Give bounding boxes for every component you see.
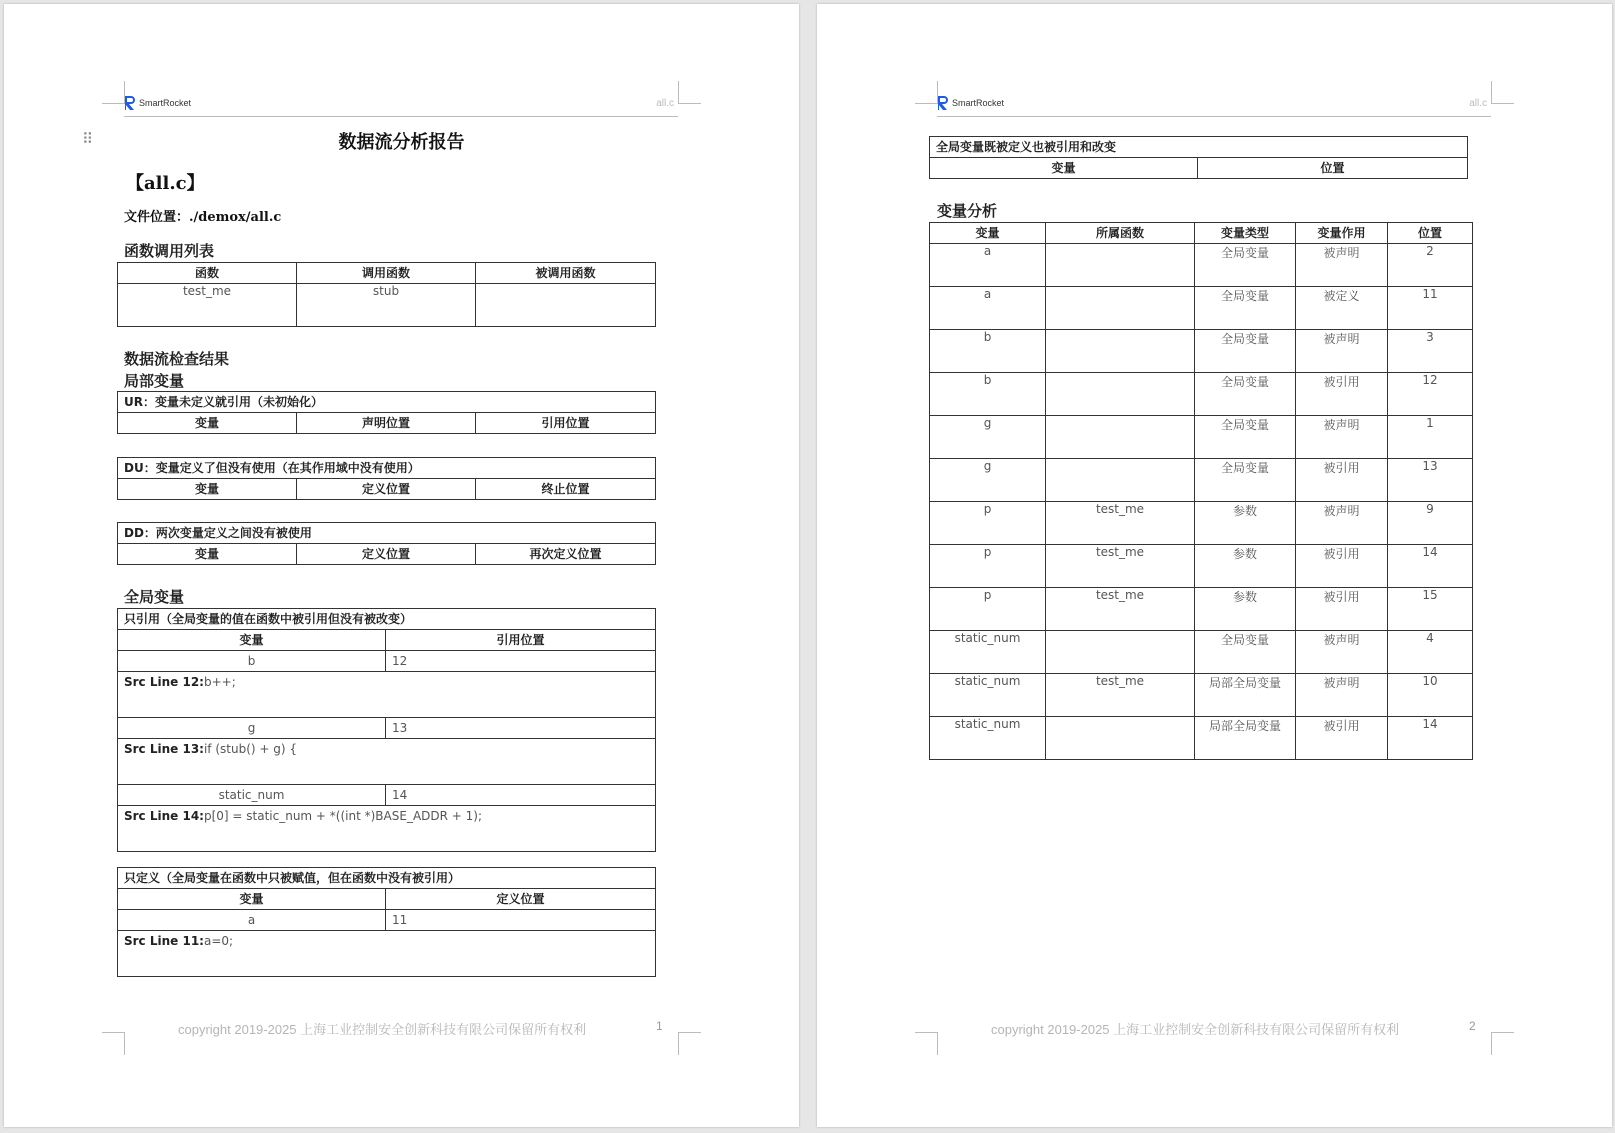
file-heading: 【all.c】: [126, 173, 205, 194]
table-cell: static_num: [930, 631, 1046, 674]
table-cell: [1046, 416, 1195, 459]
table-cell: [1046, 631, 1195, 674]
table-row: [930, 502, 1473, 545]
src-line-row: [118, 739, 656, 785]
call-list-title: 函数调用列表: [124, 242, 215, 260]
table-row: [930, 588, 1473, 631]
table-cell: g: [930, 416, 1046, 459]
table-cell: 被引用: [1296, 717, 1388, 760]
table-cell: a: [930, 287, 1046, 330]
table-row: [118, 651, 656, 672]
table-cell: 全局变量: [1195, 373, 1296, 416]
table-cell: 10: [1388, 674, 1473, 717]
report-page-2: [817, 4, 1612, 1127]
table-header: 所属函数: [1046, 223, 1195, 244]
def-and-ref-table: [929, 136, 1468, 179]
table-cell: test_me: [1046, 545, 1195, 588]
table-cell: 14: [1388, 545, 1473, 588]
crop-mark: [102, 81, 125, 104]
table-cell: 被声明: [1296, 631, 1388, 674]
table-cell: static_num: [930, 717, 1046, 760]
table-cell: test_me: [1046, 674, 1195, 717]
table-header: 变量: [930, 223, 1046, 244]
smartrocket-logo: [937, 95, 1004, 111]
header-file-tag: all.c: [656, 98, 674, 109]
ref-only-table: [117, 608, 656, 852]
crop-mark: [1491, 1032, 1514, 1055]
table-cell: 12: [1388, 373, 1473, 416]
page-header: [124, 90, 678, 117]
table-cell: 被定义: [1296, 287, 1388, 330]
table-row: [930, 717, 1473, 760]
table-cell: [1046, 459, 1195, 502]
table-row: [930, 545, 1473, 588]
table-cell: 全局变量: [1195, 244, 1296, 287]
local-vars-title: 局部变量: [124, 372, 185, 390]
table-header: 函数: [118, 263, 297, 284]
table-cell: b: [930, 330, 1046, 373]
dd-table: [117, 522, 656, 565]
table-caption: 只定义（全局变量在函数中只被赋值，但在函数中没有被引用）: [118, 868, 656, 889]
table-header: 变量: [118, 544, 297, 565]
table-header: 定义位置: [297, 544, 476, 565]
table-cell: 局部全局变量: [1195, 717, 1296, 760]
table-cell: 被引用: [1296, 373, 1388, 416]
table-cell: 被引用: [1296, 545, 1388, 588]
call-list-table: [117, 262, 656, 327]
def-only-table: [117, 867, 656, 977]
table-cell: a: [930, 244, 1046, 287]
table-cell: test_me: [1046, 588, 1195, 631]
table-cell: 被声明: [1296, 674, 1388, 717]
table-row: [930, 330, 1473, 373]
src-line-row: [118, 806, 656, 852]
page-header: [937, 90, 1491, 117]
crop-mark: [915, 1032, 938, 1055]
table-cell: [1046, 717, 1195, 760]
table-header: 定义位置: [297, 479, 476, 500]
table-cell: test_me: [118, 284, 297, 327]
var-analysis-title: 变量分析: [937, 202, 998, 220]
position-cell: 11: [386, 910, 656, 931]
brand-name: SmartRocket: [952, 98, 1005, 108]
header-file-tag: all.c: [1469, 98, 1487, 109]
table-row: [930, 373, 1473, 416]
table-cell: 全局变量: [1195, 631, 1296, 674]
table-row: [930, 244, 1473, 287]
src-line-label: Src Line 14:: [124, 809, 204, 823]
table-cell: [1046, 330, 1195, 373]
src-line-code: p[0] = static_num + *((int *)BASE_ADDR + 1);: [203, 809, 483, 823]
table-caption: 只引用（全局变量的值在函数中被引用但没有被改变）: [118, 609, 656, 630]
table-cell: test_me: [1046, 502, 1195, 545]
table-cell: 2: [1388, 244, 1473, 287]
page-number: 2: [1469, 1019, 1476, 1033]
src-line-code: b++;: [203, 675, 236, 689]
crop-mark: [915, 81, 938, 104]
footer-copyright: copyright 2019-2025 上海工业控制安全创新科技有限公司保留所有权利: [178, 1022, 587, 1037]
rocket-logo-icon: [124, 95, 136, 111]
table-cell: p: [930, 545, 1046, 588]
variable-cell: b: [118, 651, 386, 672]
table-cell: static_num: [930, 674, 1046, 717]
crop-mark: [678, 81, 701, 104]
table-cell: p: [930, 588, 1046, 631]
table-header: 变量: [118, 479, 297, 500]
table-cell: 全局变量: [1195, 416, 1296, 459]
page-number: 1: [656, 1019, 663, 1033]
src-line-row: [118, 672, 656, 718]
smartrocket-logo: [124, 95, 191, 111]
table-row: [930, 459, 1473, 502]
table-cell: 被声明: [1296, 244, 1388, 287]
table-cell: 15: [1388, 588, 1473, 631]
table-row: [118, 910, 656, 931]
crop-mark: [1491, 81, 1514, 104]
table-header: 变量作用: [1296, 223, 1388, 244]
table-cell: [476, 284, 656, 327]
crop-mark: [102, 1032, 125, 1055]
table-header: 终止位置: [476, 479, 656, 500]
table-header: 再次定义位置: [476, 544, 656, 565]
table-header: 定义位置: [386, 889, 656, 910]
table-row: [118, 284, 656, 327]
table-header: 位置: [1198, 158, 1468, 179]
table-cell: 1: [1388, 416, 1473, 459]
table-header: 变量类型: [1195, 223, 1296, 244]
drag-handle-icon[interactable]: ⠿: [82, 130, 92, 148]
report-page-1: [4, 4, 799, 1127]
table-cell: 4: [1388, 631, 1473, 674]
table-row: [930, 631, 1473, 674]
table-header: 引用位置: [476, 413, 656, 434]
src-line-label: Src Line 11:: [124, 934, 204, 948]
table-cell: [1046, 287, 1195, 330]
src-line-row: [118, 931, 656, 977]
position-cell: 14: [386, 785, 656, 806]
table-cell: 9: [1388, 502, 1473, 545]
file-location: 文件位置：./demox/all.c: [124, 210, 282, 225]
table-caption: DD：两次变量定义之间没有被使用: [118, 523, 656, 544]
table-header: 引用位置: [386, 630, 656, 651]
table-cell: 被引用: [1296, 459, 1388, 502]
table-cell: 参数: [1195, 588, 1296, 631]
footer-copyright: copyright 2019-2025 上海工业控制安全创新科技有限公司保留所有权利: [991, 1022, 1400, 1037]
table-cell: stub: [297, 284, 476, 327]
table-cell: 全局变量: [1195, 287, 1296, 330]
dataflow-title: 数据流检查结果: [124, 350, 230, 368]
table-row: [118, 785, 656, 806]
table-cell: [1046, 244, 1195, 287]
variable-cell: a: [118, 910, 386, 931]
table-cell: 13: [1388, 459, 1473, 502]
src-line-code: a=0;: [203, 934, 234, 948]
table-cell: 全局变量: [1195, 459, 1296, 502]
table-cell: 11: [1388, 287, 1473, 330]
table-header: 变量: [118, 889, 386, 910]
position-cell: 13: [386, 718, 656, 739]
table-caption: 全局变量既被定义也被引用和改变: [930, 137, 1468, 158]
table-cell: 被引用: [1296, 588, 1388, 631]
table-caption: UR：变量未定义就引用（未初始化）: [118, 392, 656, 413]
brand-name: SmartRocket: [139, 98, 192, 108]
table-header: 变量: [118, 413, 297, 434]
variable-cell: g: [118, 718, 386, 739]
du-table: [117, 457, 656, 500]
table-cell: 参数: [1195, 502, 1296, 545]
table-header: 被调用函数: [476, 263, 656, 284]
rocket-logo-icon: [937, 95, 949, 111]
table-header: 位置: [1388, 223, 1473, 244]
table-header: 调用函数: [297, 263, 476, 284]
var-analysis-table: [929, 222, 1473, 760]
table-cell: p: [930, 502, 1046, 545]
page-title: 数据流分析报告: [338, 132, 465, 153]
table-cell: 被声明: [1296, 416, 1388, 459]
src-line-label: Src Line 12:: [124, 675, 204, 689]
src-line-code: if (stub() + g) {: [203, 742, 297, 756]
table-cell: 参数: [1195, 545, 1296, 588]
table-cell: b: [930, 373, 1046, 416]
table-cell: 3: [1388, 330, 1473, 373]
table-row: [118, 718, 656, 739]
ur-table: [117, 391, 656, 434]
table-cell: 被声明: [1296, 330, 1388, 373]
table-caption: DU：变量定义了但没有使用（在其作用域中没有使用）: [118, 458, 656, 479]
table-header: 声明位置: [297, 413, 476, 434]
table-cell: 14: [1388, 717, 1473, 760]
variable-cell: static_num: [118, 785, 386, 806]
table-cell: [1046, 373, 1195, 416]
table-cell: 被声明: [1296, 502, 1388, 545]
table-row: [930, 416, 1473, 459]
table-cell: 全局变量: [1195, 330, 1296, 373]
src-line-label: Src Line 13:: [124, 742, 204, 756]
table-row: [930, 674, 1473, 717]
table-cell: 局部全局变量: [1195, 674, 1296, 717]
table-row: [930, 287, 1473, 330]
table-header: 变量: [930, 158, 1198, 179]
global-vars-title: 全局变量: [124, 588, 185, 606]
table-header: 变量: [118, 630, 386, 651]
crop-mark: [678, 1032, 701, 1055]
table-cell: g: [930, 459, 1046, 502]
position-cell: 12: [386, 651, 656, 672]
